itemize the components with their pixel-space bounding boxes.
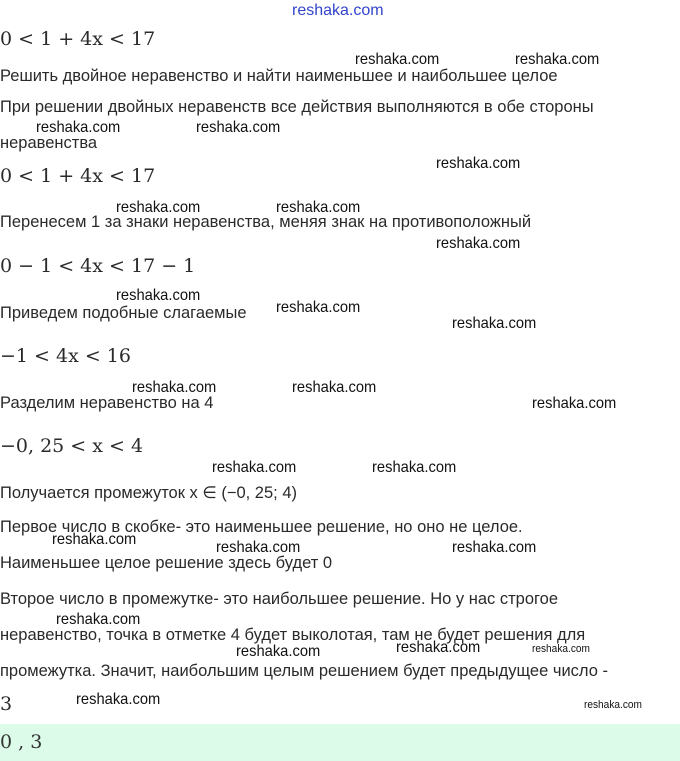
watermark: reshaka.com — [584, 699, 642, 711]
paragraph: промежутка. Значит, наибольшим целым решением будет предыдущее число - — [0, 662, 609, 680]
watermark: reshaka.com — [132, 379, 217, 396]
equation: −0, 25 < x < 4 — [0, 435, 144, 457]
watermark: reshaka.com — [532, 395, 617, 412]
watermark: reshaka.com — [515, 51, 600, 68]
watermark: reshaka.com — [216, 539, 301, 556]
watermark: reshaka.com — [532, 643, 590, 655]
paragraph: Разделим неравенство на 4 — [0, 394, 214, 412]
watermark: reshaka.com — [276, 199, 361, 216]
paragraph: неравенства — [0, 134, 98, 152]
equation: 0 − 1 < 4x < 17 − 1 — [0, 255, 196, 277]
paragraph: Получается промежуток x ∈ (−0, 25; 4) — [0, 484, 297, 502]
watermark: reshaka.com — [36, 119, 121, 136]
watermark: reshaka.com — [212, 459, 297, 476]
watermark: reshaka.com — [436, 155, 521, 172]
paragraph: Приведем подобные слагаемые — [0, 304, 247, 322]
paragraph: 3 — [0, 693, 13, 715]
watermark: reshaka.com — [292, 379, 377, 396]
paragraph: Наименьшее целое решение здесь будет 0 — [0, 554, 333, 572]
watermark: reshaka.com — [452, 315, 537, 332]
task-text: Решить двойное неравенство и найти наименьшее и наибольшее целое — [0, 67, 558, 85]
watermark: reshaka.com — [436, 235, 521, 252]
watermark: reshaka.com — [56, 611, 141, 628]
paragraph: неравенство, точка в отметке 4 будет выколотая, там не будет решения для — [0, 626, 586, 644]
watermark: reshaka.com — [276, 299, 361, 316]
watermark: reshaka.com — [116, 287, 201, 304]
watermark: reshaka.com — [372, 459, 457, 476]
equation: −1 < 4x < 16 — [0, 345, 131, 367]
watermark: reshaka.com — [52, 531, 137, 548]
watermark: reshaka.com — [236, 643, 321, 660]
watermark: reshaka.com — [116, 199, 201, 216]
paragraph: Второе число в промежутке- это наибольшее решение. Но у нас строгое — [0, 590, 559, 608]
answer-value: 0 , 3 — [0, 731, 43, 753]
answer-box — [0, 724, 680, 761]
watermark: reshaka.com — [355, 51, 440, 68]
paragraph: При решении двойных неравенств все действия выполняются в обе стороны — [0, 98, 594, 116]
paragraph: Первое число в скобке- это наименьшее решение, но оно не целое. — [0, 518, 523, 536]
header-watermark: reshaka.com — [292, 2, 384, 19]
watermark: reshaka.com — [452, 539, 537, 556]
equation: 0 < 1 + 4x < 17 — [0, 28, 156, 50]
equation: 0 < 1 + 4x < 17 — [0, 165, 156, 187]
watermark: reshaka.com — [396, 639, 481, 656]
paragraph: Перенесем 1 за знаки неравенства, меняя знак на противоположный — [0, 213, 532, 231]
watermark: reshaka.com — [196, 119, 281, 136]
watermark: reshaka.com — [76, 691, 161, 708]
